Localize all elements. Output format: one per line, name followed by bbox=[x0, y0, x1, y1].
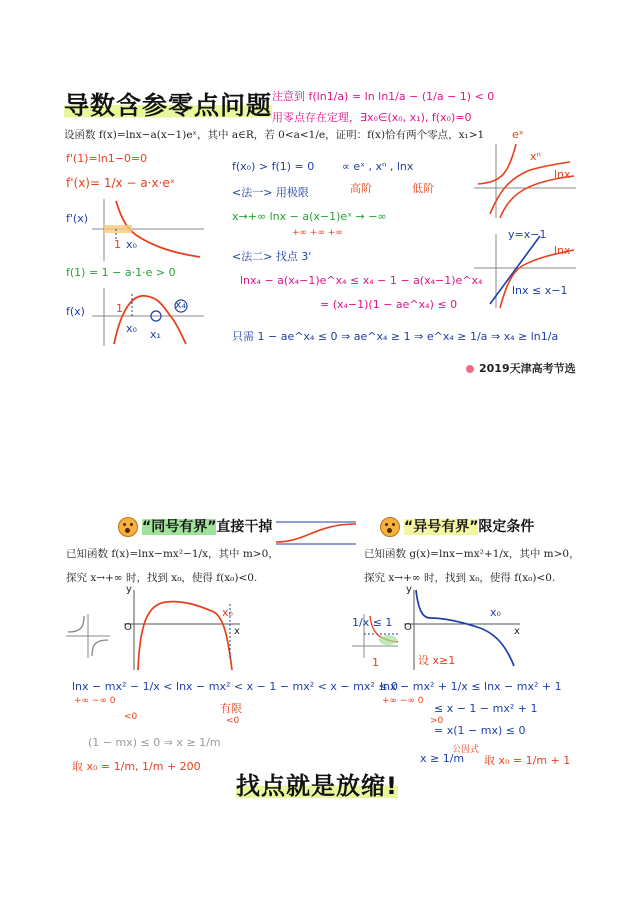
growth-compare: ∝ eˣ , xⁿ , lnx bbox=[342, 160, 414, 173]
problem-statement: 设函数 f(x)=lnx−a(x−1)eˣ，其中 a∈R，若 0<a<1/e，证明：f(x)恰有两个零点，x₁>1 bbox=[64, 129, 485, 141]
left-work-bounded: 有限 bbox=[220, 702, 242, 715]
left-work-1: lnx − mx² − 1/x < lnx − mx² < x − 1 − mx² < x − mx² ≤ 0 bbox=[72, 680, 398, 693]
graph-lnx-label: lnx bbox=[554, 168, 571, 181]
derivative-graph bbox=[64, 195, 214, 265]
mid-line-5: lnx₄ − a(x₄−1)e^x₄ ≤ x₄ − 1 − a(x₄−1)e^x₄ bbox=[240, 274, 483, 287]
left-function-graph bbox=[120, 588, 245, 672]
right-work-3: = x(1 − mx) ≤ 0 bbox=[434, 724, 526, 737]
bounded-curve-graph bbox=[276, 512, 356, 554]
right-axis-y: y bbox=[406, 584, 412, 595]
right-problem-line-2: 探究 x→+∞ 时，找到 x₀，使得 f(x₀)<0. bbox=[364, 572, 556, 584]
growth-high: 高阶 bbox=[350, 182, 372, 195]
graph1-one: 1 bbox=[114, 238, 121, 251]
grinning-face-icon bbox=[380, 517, 400, 537]
growth-low: 低阶 bbox=[412, 182, 434, 195]
mid-line-3: x→+∞ lnx − a(x−1)eˣ → −∞ bbox=[232, 210, 387, 223]
right-work-2: ≤ x − 1 − mx² + 1 bbox=[434, 702, 538, 715]
page-title: 导数含参零点问题 bbox=[64, 91, 273, 120]
graph2-one: 1 bbox=[116, 302, 123, 315]
right-work-1-sub: +∞ −∞ 0 bbox=[382, 696, 424, 706]
note-2: 用零点存在定理，∃x₀∈(x₀, x₁), f(x₀)=0 bbox=[272, 111, 472, 124]
left-line-1: f'(1)=ln1−0=0 bbox=[66, 152, 148, 165]
source-tag: 2019天津高考节选 bbox=[466, 360, 576, 376]
right-work-5: 取 x₀ = 1/m + 1 bbox=[484, 754, 571, 767]
left-work-2: (1 − mx) ≤ 0 ⇒ x ≥ 1/m bbox=[88, 736, 221, 749]
graph2-x1: x₁ bbox=[150, 328, 161, 341]
left-axis-y: y bbox=[126, 584, 132, 595]
slogan: 找点就是放缩! bbox=[236, 772, 398, 800]
left-line-3: f(1) = 1 − a·1·e > 0 bbox=[66, 266, 176, 279]
function-graph bbox=[64, 286, 214, 348]
left-line-2: f'(x)= 1/x − a·x·eˣ bbox=[66, 176, 176, 190]
mid-line-1: f(x₀) > f(1) = 0 bbox=[232, 160, 315, 173]
left-x0-label: x₀ bbox=[222, 606, 233, 619]
right-problem-line-1: 已知函数 g(x)=lnx−mx²+1/x，其中 m>0， bbox=[364, 548, 580, 560]
graph2-x0: x₀ bbox=[126, 322, 137, 335]
right-axis-o: O bbox=[404, 622, 412, 633]
heading-opposite-sign: “异号有界”限定条件 bbox=[380, 516, 534, 537]
side-note: 1/x ≤ 1 bbox=[352, 616, 393, 629]
left-work-lt0b: <0 bbox=[226, 716, 240, 726]
common-factor-tag: 公因式 bbox=[452, 745, 480, 755]
graph1-label: f'(x) bbox=[66, 212, 88, 225]
heading-same-sign: “同号有界”直接干掉 bbox=[118, 516, 272, 537]
left-work-1-sub: +∞ −∞ 0 bbox=[74, 696, 116, 706]
mid-line-3-sub: +∞ +∞ +∞ bbox=[292, 228, 343, 238]
side-one: 1 bbox=[372, 656, 379, 669]
graph-ineq-label: lnx ≤ x−1 bbox=[512, 284, 568, 297]
right-work-1: lnx − mx² + 1/x ≤ lnx − mx² + 1 bbox=[380, 680, 562, 693]
surprised-face-icon bbox=[118, 517, 138, 537]
graph-lnx2-label: lnx bbox=[554, 244, 571, 257]
tangent-graph bbox=[470, 230, 580, 310]
right-work-4: x ≥ 1/m bbox=[420, 752, 465, 765]
left-problem-line-1: 已知函数 f(x)=lnx−mx²−1/x，其中 m>0， bbox=[66, 548, 279, 560]
left-problem-line-2: 探究 x→+∞ 时，找到 x₀，使得 f(x₀)<0. bbox=[66, 572, 258, 584]
mid-line-4: <法二> 找点 3' bbox=[232, 250, 312, 263]
note-1: 注意到 f(ln1/a) = ln ln1/a − (1/a − 1) < 0 bbox=[272, 90, 495, 103]
graph-line-label: y=x−1 bbox=[508, 228, 547, 241]
right-x0-label: x₀ bbox=[490, 606, 501, 619]
right-work-2-gt0: >0 bbox=[430, 716, 444, 726]
graph1-x0: x₀ bbox=[126, 238, 137, 251]
graph-ex-label: eˣ bbox=[512, 128, 524, 141]
mid-line-2: <法一> 用极限 bbox=[232, 186, 309, 199]
left-work-3: 取 x₀ = 1/m, 1/m + 200 bbox=[72, 760, 201, 773]
left-work-lt0: <0 bbox=[124, 712, 138, 722]
right-axis-x: x bbox=[514, 626, 520, 637]
mid-line-6: = (x₄−1)(1 − ae^x₄) ≤ 0 bbox=[320, 298, 458, 311]
mid-line-7: 只需 1 − ae^x₄ ≤ 0 ⇒ ae^x₄ ≥ 1 ⇒ e^x₄ ≥ 1/a ⇒ x₄ ≥ ln1/a bbox=[232, 330, 559, 343]
graph2-x4: x₄ bbox=[175, 298, 186, 311]
assume-note: 设 x≥1 bbox=[418, 654, 456, 667]
graph-xn-label: xⁿ bbox=[530, 150, 541, 163]
left-axis-o: O bbox=[124, 622, 132, 633]
source-dot-icon bbox=[466, 365, 474, 373]
hyperbola-graph bbox=[64, 612, 112, 660]
graph2-label: f(x) bbox=[66, 305, 85, 318]
left-axis-x: x bbox=[234, 626, 240, 637]
